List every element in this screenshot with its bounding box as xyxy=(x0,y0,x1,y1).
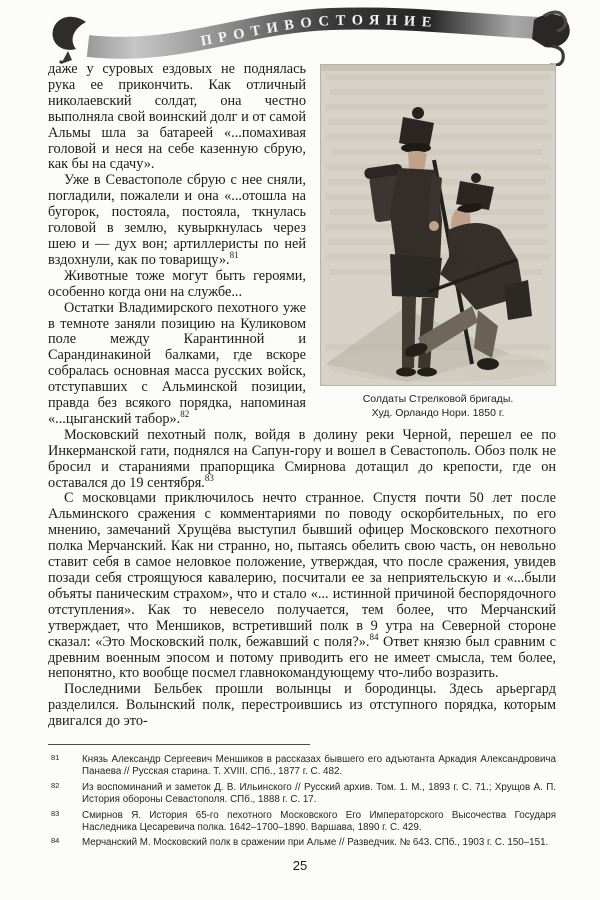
footnote-ref-81: 81 xyxy=(229,250,239,261)
footnote-text: Князь Александр Сергеевич Меншиков в рассказах бывшего его адъютанта Аркадия Александровича Панаева // Русская старина. Т. XVIII. СПб., 1877 г. С. 482. xyxy=(82,754,556,778)
footnote-ref-82: 82 xyxy=(180,409,190,420)
footnote xyxy=(48,810,556,835)
chapter-title: ПРОТИВОСТОЯНИЕ xyxy=(199,12,439,50)
paragraph-text: Остатки Владимирского пехотного уже в темноте заняли позицию на Куликовом поле между Карантинной и Сарандинакиной балками, где вскоре собралась основная масса русских войск, отступавших с Альминской позиции, правда без всякого порядка, напоминая «...цыганский табор». xyxy=(48,299,306,427)
body-paragraph-6 xyxy=(48,491,556,682)
figure-soldiers xyxy=(320,64,556,420)
footnote-ref-83: 83 xyxy=(204,472,214,483)
footnote-text: Из воспоминаний и заметок Д. В. Ильинского // Русский архив. Том. 1. М., 1893 г. С. 71.; Хрущов А. П. История обороны Севастополя. СПб., 1888 г. С. 17. xyxy=(82,781,556,806)
footnote xyxy=(48,754,556,779)
footnote-text: Мерчанский М. Московский полк в сражении при Альме // Разведчик. № 643. СПб., 1903 г. С. 150–151. xyxy=(82,837,549,849)
body-text-area xyxy=(48,62,556,742)
chapter-banner xyxy=(28,4,572,66)
soldiers-illustration xyxy=(320,64,556,386)
footnote-number: 81 xyxy=(51,753,60,762)
footnotes-section xyxy=(48,744,556,853)
paragraph-text: Ответ князю был сравним с древним военным эпосом и потому приводить его не имеет смысла, тем более, непонятно, кто вообще посмел главнокомандующему что-либо возразить. xyxy=(48,633,556,682)
paragraph-text: Уже в Севастополе сбрую с нее сняли, погладили, пожалели и она «...отошла на бугорок, постояла, постояла, ткнулась головой в землю, кувыркнулась через шею и — дух вон; артиллеристы по ней вздохнули, как по товарищу». xyxy=(48,172,306,268)
footnote xyxy=(48,837,556,849)
svg-text:ПРОТИВОСТОЯНИЕ xyxy=(200,12,439,49)
body-paragraph-7 xyxy=(48,682,556,730)
paragraph-text: Московский пехотный полк, войдя в долину реки Черной, перешел ее по Инкерманской гати, поднялся на Сапун-гору и вошел в Севастополь. Обоз полк не бросил и стараниями прапорщика Смирнова дотащил до крепости, где он оставался до 19 сентября. xyxy=(48,426,556,491)
paragraph-text: Последними Бельбек прошли волынцы и бородинцы. Здесь арьергард разделился. Волынский полк, перестроившись из отступного порядка, которым двигался до это- xyxy=(48,681,556,730)
ribbon-banner-graphic xyxy=(28,4,572,66)
footnote-divider xyxy=(48,744,310,745)
footnote xyxy=(48,782,556,807)
ribbon-left-curl xyxy=(53,17,86,64)
figure-caption xyxy=(320,392,556,420)
figure-caption-line2: Худ. Орландо Нори. 1850 г. xyxy=(371,407,505,419)
figure-caption-line1: Солдаты Стрелковой бригады. xyxy=(362,393,514,405)
page-number: 25 xyxy=(292,858,308,873)
paragraph-text: С московцами приключилось нечто странное. Спустя почти 50 лет после Альминского сражения с комментариями по поводу оскорбительных, по его мнению, замечаний Хрущёва выступил бывший офицер Московского пехотного полка Мерчанский. Как ни странно, но, пытаясь обелить свою часть, он невольно ставит себя в самое неловкое положение, утверждая, что после сражения, увидев позади себя строящуюся кавалерию, посчитали ее за неприятельскую и «...были объяты паническим страхом», что и стало «... истинной причиной беспорядочного отступления». Как то невесело получается, тем более, что Мерчанский утверждает, что Меншиков, встретивший полк в 9 утра на Северной стороне сказал: «Это Московский полк, бежавший с поля?». xyxy=(48,490,556,650)
ribbon-right-curl xyxy=(532,12,570,65)
footnote-number: 84 xyxy=(51,836,60,846)
paragraph-text: даже у суровых ездовых не поднялась рука ее прикончить. Как отличный николаевский солдат, она честно выполняла свой воинский долг и от самой Альмы шла за батареей «...помахивая головой и неся на себе казенную сбрую, как бы на сдачу». xyxy=(48,62,306,173)
body-paragraph-5 xyxy=(48,428,556,492)
footnote-ref-84: 84 xyxy=(369,631,379,642)
footnote-text: Смирнов Я. История 65-го пехотного Московского Его Императорского Высочества Государя Наследника Цесаревича полка. 1642–1700–1890. Варшава, 1890 г. С. 429. xyxy=(82,809,556,834)
footnote-number: 83 xyxy=(51,808,60,818)
paragraph-text: Животные тоже могут быть героями, особенно когда они на службе... xyxy=(48,267,306,300)
footnote-number: 82 xyxy=(51,780,60,790)
